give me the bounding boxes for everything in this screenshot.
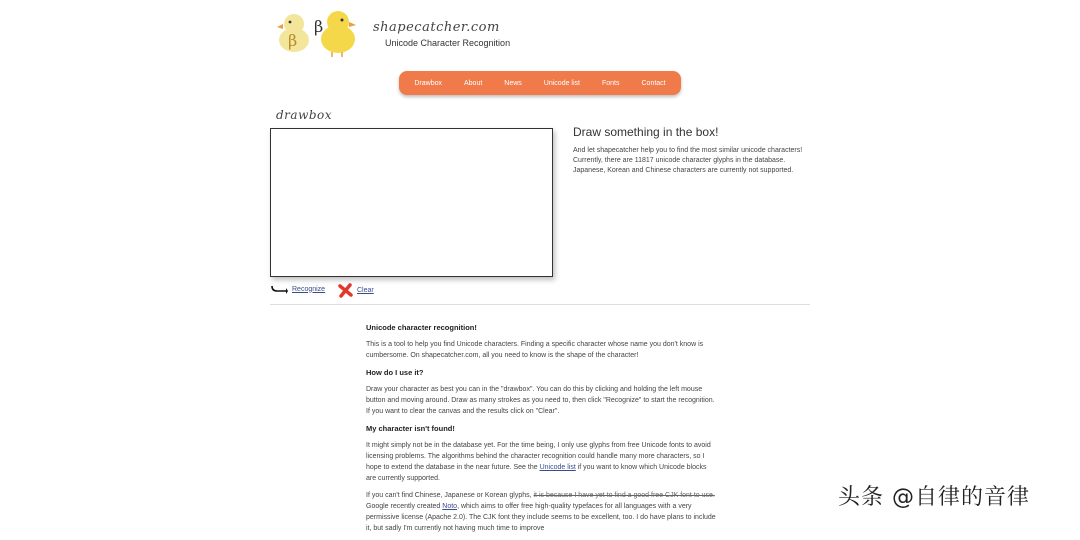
recognize-button[interactable]: [270, 283, 325, 295]
intro-line: And let shapecatcher help you to find the most similar unicode characters!: [573, 147, 803, 154]
chick-logo-icon: [276, 6, 366, 58]
site-name[interactable]: shapecatcher.com: [373, 20, 500, 35]
divider: [270, 304, 810, 305]
intro-heading: Draw something in the box!: [573, 125, 719, 139]
section-title: Unicode character recognition!: [366, 323, 477, 332]
recognize-label[interactable]: Recognize: [292, 285, 326, 293]
watermark-text: 头条 @自律的音律: [838, 485, 1030, 510]
intro-line: Currently, there are 11817 unicode character glyphs in the database.: [573, 157, 786, 164]
text-fragment: , which aims to offer free high-quality typefaces for all languages with a very permissive license (Apache 2.0). The CJK font they include seems to be excellent, too. I do have plans to include it, but sadly I'm currently not having much time to improve: [366, 503, 716, 532]
logo-glyph: β: [288, 31, 298, 50]
logo-glyph: β: [314, 17, 324, 36]
clear-label[interactable]: Clear: [357, 287, 374, 294]
section-text: [366, 490, 718, 534]
red-cross-icon: [338, 283, 353, 298]
section-title: My character isn't found!: [366, 424, 455, 433]
nav-item-fonts[interactable]: Fonts: [601, 79, 620, 87]
text-fragment: If you can't find Chinese, Japanese or Korean glyphs,: [366, 492, 534, 499]
drawing-canvas[interactable]: [270, 128, 553, 277]
intro-text: [573, 146, 803, 176]
strikethrough-text: it is because I have yet to find a good free CJK font to use.: [533, 492, 715, 499]
unicode-list-link[interactable]: Unicode list: [539, 464, 576, 471]
nav-item-unicode-list[interactable]: Unicode list: [543, 79, 580, 87]
intro-line: Japanese, Korean and Chinese characters are currently not supported.: [573, 167, 794, 174]
text-fragment: Google recently created: [366, 503, 443, 510]
noto-link[interactable]: Noto: [442, 503, 458, 510]
section-text: This is a tool to help you find Unicode characters. Finding a specific character whose name you don't know is cumbersome. On shapecatcher.com, all you need to know is the shape of the character!: [366, 341, 704, 359]
site-tagline: Unicode Character Recognition: [385, 38, 511, 48]
nav-item-about[interactable]: About: [463, 79, 483, 87]
nav-item-contact[interactable]: Contact: [641, 79, 666, 87]
section-title: How do I use it?: [366, 368, 424, 377]
section-text: [366, 440, 718, 484]
nav-item-news[interactable]: News: [504, 79, 522, 87]
main-nav: [399, 71, 681, 95]
text-fragment: It might simply not be in the database yet. For the time being, I only use glyphs from free Unicode fonts to avoid licensing problems. The algorithms behind the character recognition could handle many more characters, so I hope to extend the database in the near future. See the: [366, 442, 711, 471]
main-content: [366, 322, 718, 540]
nav-item-drawbox[interactable]: Drawbox: [414, 79, 442, 87]
drawbox-title: drawbox: [276, 108, 333, 122]
section-text: Draw your character as best you can in the "drawbox". You can do this by clicking and holding the left mouse button and moving around. Draw as many strokes as you need to, then click "Recognize" to start the recognition. If you want to clear the canvas and the results click on "Clear".: [366, 386, 715, 415]
hook-arrow-icon: [270, 283, 288, 295]
clear-button[interactable]: [338, 283, 374, 298]
text-fragment: if you want to know which Unicode blocks are currently supported.: [366, 464, 707, 482]
